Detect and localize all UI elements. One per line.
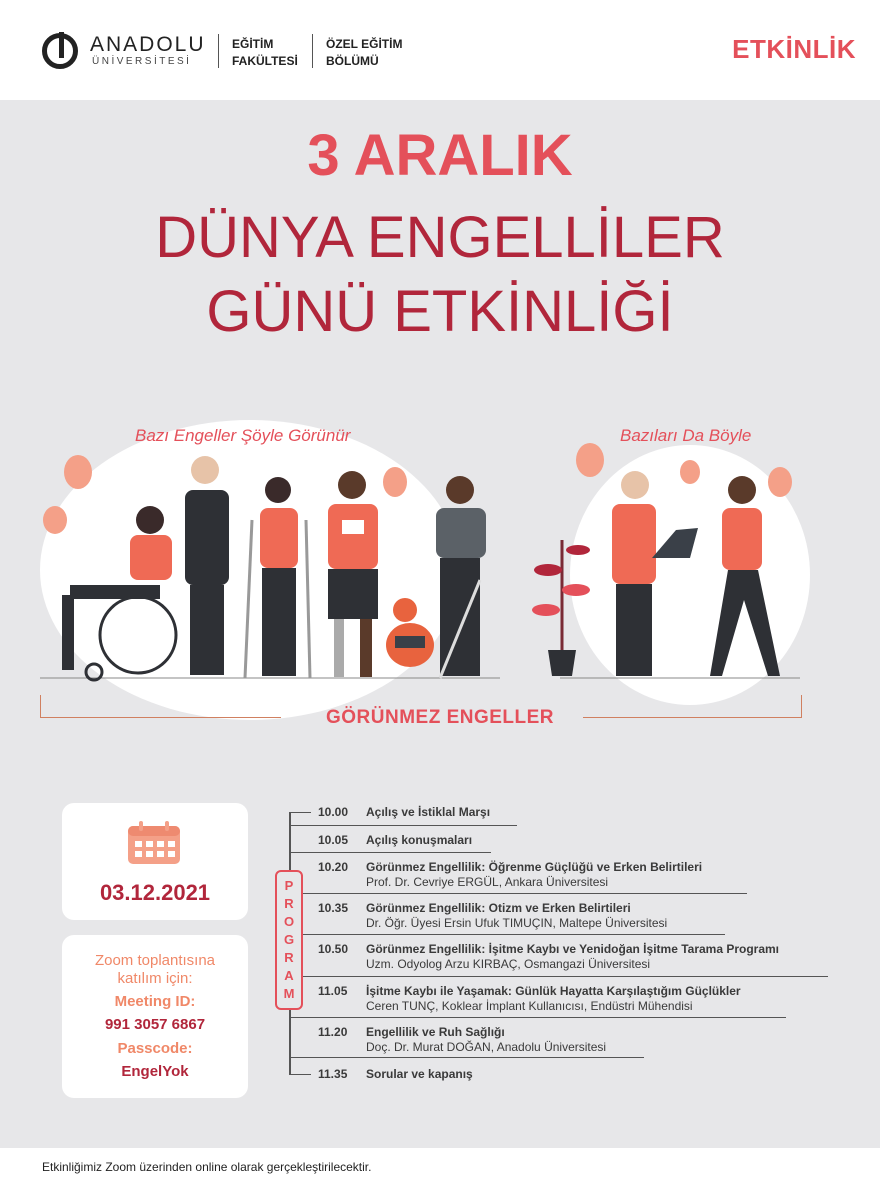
- meeting-id-label: Meeting ID:: [114, 993, 196, 1010]
- title-date: 3 ARALIK: [307, 123, 573, 188]
- etkinlik-badge: ETKİNLİK: [732, 34, 856, 64]
- item-time: 10.20: [318, 860, 349, 874]
- anadolu-logo-icon: [42, 33, 78, 69]
- item-time: 10.50: [318, 942, 349, 956]
- right-caption: Bazıları Da Böyle: [620, 426, 752, 445]
- program-letter: P: [284, 878, 294, 893]
- passcode-label: Passcode:: [117, 1040, 193, 1057]
- item-time: 11.05: [318, 984, 348, 998]
- invisible-barriers-banner: GÖRÜNMEZ ENGELLER: [325, 707, 555, 728]
- item-speaker: Ceren TUNÇ, Koklear İmplant Kullanıcısı, Endüstri Mühendisi: [366, 999, 693, 1013]
- program-letter: O: [283, 914, 295, 929]
- balloon-icon: [64, 455, 92, 489]
- item-speaker: Uzm. Odyolog Arzu KIRBAÇ, Osmangazi Üniversitesi: [366, 957, 651, 971]
- program-letter: A: [284, 968, 294, 983]
- item-time: 11.20: [318, 1025, 348, 1039]
- header-divider: [218, 34, 219, 68]
- program-letter: R: [284, 896, 294, 911]
- footer-note: Etkinliğimiz Zoom üzerinden online olarak gerçekleştirilecektir.: [42, 1160, 372, 1174]
- item-divider: [289, 852, 491, 853]
- item-title: Görünmez Engellilik: Otizm ve Erken Belirtileri: [366, 901, 631, 915]
- item-speaker: Prof. Dr. Cevriye ERGÜL, Ankara Üniversitesi: [366, 875, 609, 889]
- item-divider: [303, 893, 747, 894]
- zoom-intro: Zoom toplantısına: [94, 952, 216, 969]
- item-title: Sorular ve kapanış: [366, 1067, 473, 1081]
- left-caption: Bazı Engeller Şöyle Görünür: [135, 426, 351, 445]
- title-line3: GÜNÜ ETKİNLİĞİ: [206, 279, 674, 344]
- item-divider: [303, 934, 725, 935]
- calendar-icon: [127, 821, 181, 865]
- blind-woman-icon: [436, 476, 486, 678]
- balloon-icon: [680, 460, 700, 484]
- faculty-line1: EĞİTİM: [232, 37, 274, 51]
- balloon-icon: [576, 443, 604, 477]
- title-line2: DÜNYA ENGELLİLER: [155, 205, 725, 270]
- program-letter: M: [283, 986, 295, 1001]
- item-time: 10.05: [318, 833, 349, 847]
- balloon-icon: [768, 467, 792, 497]
- logo-subtitle: ÜNİVERSİTESİ: [92, 56, 192, 67]
- item-speaker: Doç. Dr. Murat DOĞAN, Anadolu Üniversitesi: [366, 1040, 607, 1054]
- zoom-intro: katılım için:: [117, 970, 193, 987]
- timeline-tick: [289, 1074, 311, 1075]
- item-time: 10.00: [318, 805, 349, 819]
- faculty-line2: FAKÜLTESİ: [232, 54, 298, 68]
- item-title: İşitme Kaybı ile Yaşamak: Günlük Hayatta Karşılaştığım Güçlükler: [366, 984, 741, 998]
- header: [0, 0, 880, 100]
- program-letter: G: [283, 932, 295, 947]
- header-divider: [312, 34, 313, 68]
- program-letter: R: [284, 950, 294, 965]
- dept-line1: ÖZEL EĞİTİM: [326, 37, 403, 51]
- item-title: Görünmez Engellilik: Öğrenme Güçlüğü ve Erken Belirtileri: [366, 860, 703, 874]
- item-time: 11.35: [318, 1067, 348, 1081]
- item-title: Açılış ve İstiklal Marşı: [366, 805, 491, 819]
- department-name: [326, 36, 402, 70]
- timeline-tick: [289, 812, 311, 813]
- dept-line2: BÖLÜMÜ: [326, 54, 379, 68]
- program-label: [275, 870, 303, 1010]
- item-divider: [289, 1057, 644, 1058]
- item-title: Açılış konuşmaları: [366, 833, 473, 847]
- item-speaker: Dr. Öğr. Üyesi Ersin Ufuk TIMUÇIN, Maltepe Üniversitesi: [366, 916, 668, 930]
- item-title: Görünmez Engellilik: İşitme Kaybı ve Yenidoğan İşitme Tarama Programı: [366, 942, 780, 956]
- faculty-name: [232, 36, 298, 70]
- item-divider: [303, 976, 828, 977]
- illustration: [0, 400, 880, 730]
- item-divider: [289, 825, 517, 826]
- logo-name: ANADOLU: [90, 33, 206, 56]
- item-time: 10.35: [318, 901, 349, 915]
- balloon-icon: [383, 467, 407, 497]
- balloon-icon: [43, 506, 67, 534]
- passcode: EngelYok: [121, 1063, 189, 1080]
- item-title: Engellilik ve Ruh Sağlığı: [366, 1025, 505, 1039]
- event-date: 03.12.2021: [99, 880, 211, 905]
- meeting-id: 991 3057 6867: [104, 1016, 206, 1033]
- item-divider: [289, 1017, 786, 1018]
